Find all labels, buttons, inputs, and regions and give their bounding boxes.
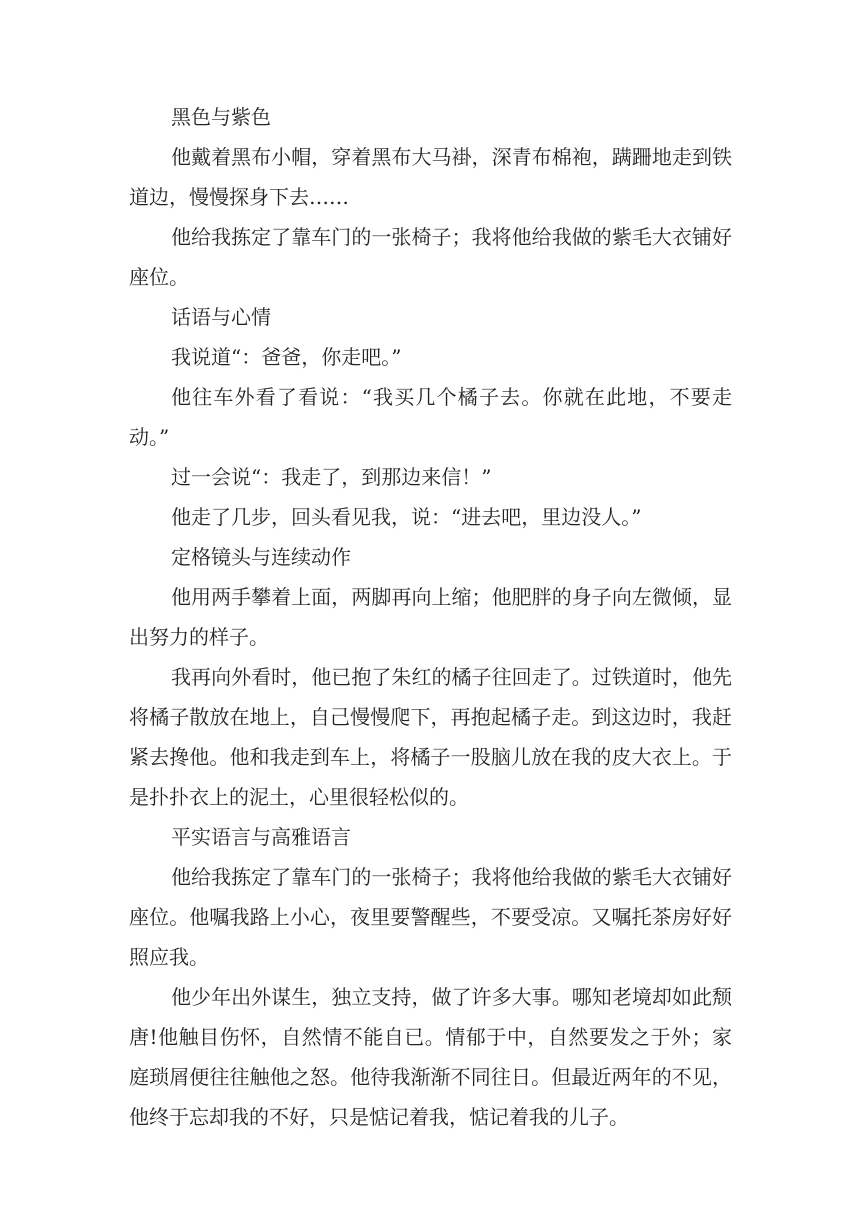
- paragraph-dialogue-3: 过一会说“：我走了，到那边来信！”: [171, 465, 492, 489]
- paragraph-seat: 他给我拣定了靠车门的一张椅子；我将他给我做的紫毛大衣铺好座位。: [129, 225, 732, 289]
- paragraph-clothing: 他戴着黑布小帽，穿着黑布大马褂，深青布棉袍，蹒跚地走到铁道边，慢慢探身下去……: [129, 145, 732, 209]
- section-heading-words-feelings: 话语与心情: [171, 305, 271, 329]
- paragraph-dialogue-1: 我说道“：爸爸，你走吧。”: [171, 345, 402, 369]
- section-heading-black-purple: 黑色与紫色: [171, 105, 271, 129]
- document-page: [129, 97, 732, 1137]
- paragraph-instructions: 他给我拣定了靠车门的一张椅子；我将他给我做的紫毛大衣铺好座位。他嘱我路上小心，夜里要警醒些，不要受凉。又嘱托茶房好好照应我。: [129, 865, 732, 969]
- paragraph-dialogue-4: 他走了几步，回头看见我，说：“进去吧，里边没人。”: [171, 505, 642, 529]
- paragraph-climbing: 他用两手攀着上面，两脚再向上缩；他肥胖的身子向左微倾，显出努力的样子。: [129, 585, 732, 649]
- section-heading-plain-elegant: 平实语言与高雅语言: [171, 825, 351, 849]
- paragraph-oranges: 我再向外看时，他已抱了朱红的橘子往回走了。过铁道时，他先将橘子散放在地上，自己慢慢爬下，再抱起橘子走。到这边时，我赶紧去搀他。他和我走到车上，将橘子一股脑儿放在我的皮大衣上。于是扑扑衣上的泥土，心里很轻松似的。: [129, 665, 732, 809]
- paragraph-father-life: 他少年出外谋生，独立支持，做了许多大事。哪知老境却如此颓唐!他触目伤怀，自然情不能自已。情郁于中，自然要发之于外；家庭琐屑便往往触他之怒。他待我渐渐不同往日。但最近两年的不见，他终于忘却我的不好，只是惦记着我，惦记着我的儿子。: [129, 985, 732, 1129]
- paragraph-dialogue-2: 他往车外看了看说：“我买几个橘子去。你就在此地，不要走动。”: [129, 385, 732, 449]
- section-heading-freeze-frame: 定格镜头与连续动作: [171, 545, 351, 569]
